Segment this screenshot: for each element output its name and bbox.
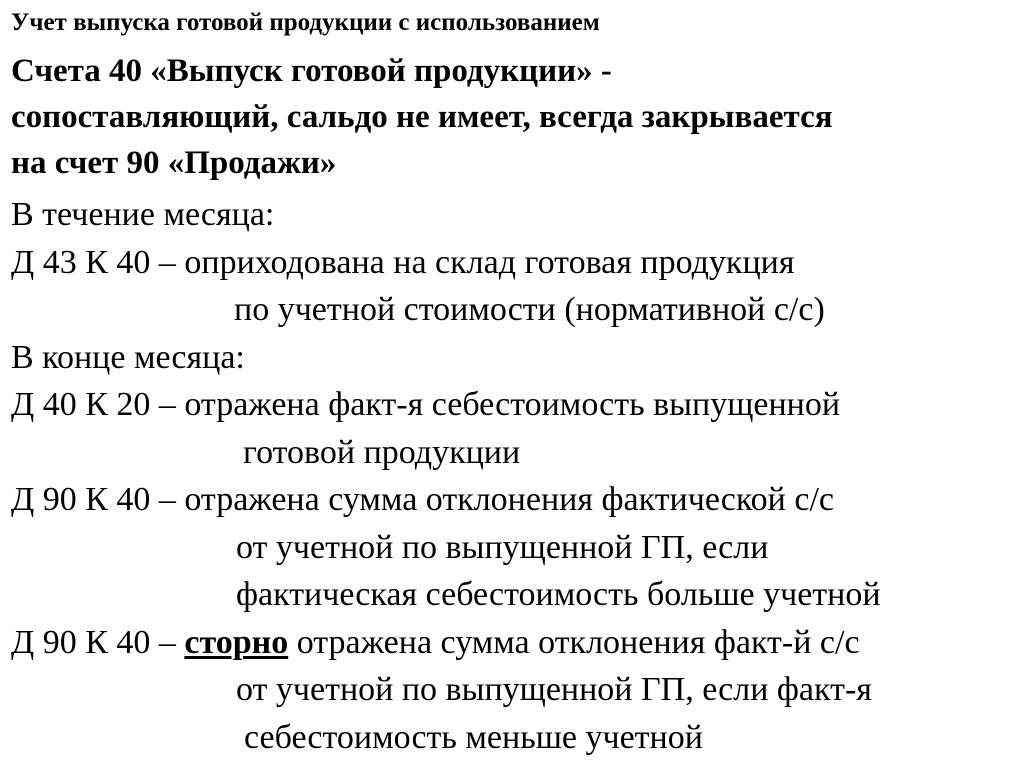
- slide-heading: Учет выпуска готовой продукции с использованием: [11, 9, 600, 36]
- entry-d90-k40-continuation-1: от учетной по выпущенной ГП, если: [236, 528, 769, 566]
- storno-entry-prefix: Д 90 К 40 –: [11, 623, 185, 661]
- journal-entries: [11, 191, 881, 761]
- subhead-line-1: Счета 40 «Выпуск готовой продукции» -: [11, 53, 612, 89]
- subhead-line-2: сопоставляющий, сальдо не имеет, всегда закрывается: [11, 99, 833, 135]
- entry-d40-k20: Д 40 К 20 – отражена факт-я себестоимость выпущенной: [11, 386, 841, 423]
- end-month-label: В конце месяца:: [11, 338, 245, 376]
- entry-storno-continuation-2: себестоимость меньше учетной: [244, 718, 703, 756]
- entry-d43-k40-continuation: по учетной стоимости (нормативной с/с): [234, 291, 825, 328]
- subhead-line-3: на счет 90 «Продажи»: [11, 145, 337, 181]
- entry-d40-k20-continuation: готовой продукции: [243, 433, 521, 471]
- account-40-description: [11, 48, 833, 186]
- storno-label: сторно: [184, 623, 289, 661]
- entry-d90-k40-continuation-2: фактическая себестоимость больше учетной: [236, 576, 881, 613]
- during-month-label: В течение месяца:: [11, 196, 275, 233]
- entry-storno-continuation-1: от учетной по выпущенной ГП, если факт-я: [236, 671, 872, 708]
- storno-entry-text: отражена сумма отклонения факт-й с/с: [288, 623, 860, 661]
- entry-d90-k40-storno: [11, 619, 881, 667]
- entry-d90-k40: Д 90 К 40 – отражена сумма отклонения фактической с/с: [11, 481, 834, 518]
- entry-d43-k40: Д 43 К 40 – оприходована на склад готовая продукция: [11, 243, 795, 281]
